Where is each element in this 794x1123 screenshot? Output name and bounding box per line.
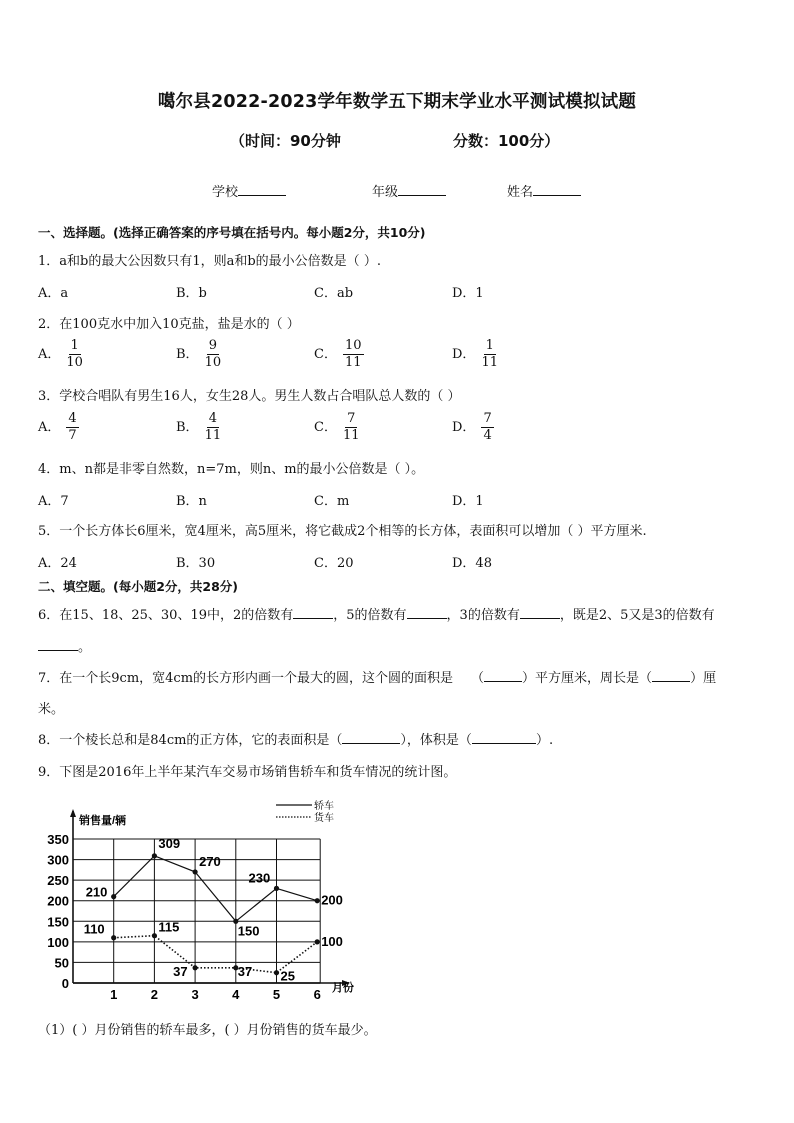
q1-option-b[interactable]: B．b	[176, 286, 207, 301]
q4-text: 4．m、n都是非零自然数，n=7m，则n、m的最小公倍数是（ ）。	[38, 462, 425, 477]
car-data-point	[193, 869, 198, 874]
q2-option-d[interactable]	[452, 338, 498, 371]
car-data-point	[315, 898, 320, 903]
q6-line2	[38, 636, 91, 655]
numerator: 10	[344, 338, 362, 353]
fraction	[66, 338, 83, 371]
q6-text-a: 6．在15、18、25、30、19中，2的倍数有	[38, 608, 294, 623]
fraction	[343, 338, 364, 371]
car-data-label: 150	[237, 923, 260, 939]
denominator: 7	[68, 428, 77, 443]
q8-text	[38, 729, 553, 748]
truck-data-label: 37	[173, 963, 188, 979]
numerator: 1	[485, 338, 494, 353]
option-label: D．	[452, 420, 476, 435]
truck-data-label: 115	[158, 919, 180, 935]
q3-option-c[interactable]	[314, 411, 360, 444]
car-data-label: 270	[199, 853, 221, 869]
denominator: 4	[483, 428, 492, 443]
sales-line-chart	[30, 795, 370, 1005]
q2-option-b[interactable]	[176, 338, 221, 371]
denominator: 11	[344, 355, 362, 370]
q7-text-d: ）厘	[690, 671, 717, 686]
option-label: D．	[452, 347, 476, 362]
numerator: 9	[208, 338, 217, 353]
q3-option-b[interactable]	[176, 411, 221, 444]
q7-text-c: ）平方厘米，周长是（	[522, 671, 653, 686]
q5-option-a[interactable]: A．24	[38, 556, 77, 571]
truck-data-label: 110	[83, 921, 105, 937]
car-data-label: 210	[85, 884, 108, 900]
q6-text-c: ，3的倍数有	[446, 608, 520, 623]
numerator: 7	[347, 411, 356, 426]
x-tick-label: 2	[150, 987, 159, 1002]
q7-blank-2[interactable]	[652, 668, 690, 682]
q2-option-c[interactable]	[314, 338, 364, 371]
y-tick-label: 0	[61, 976, 69, 991]
y-tick-label: 300	[47, 852, 69, 868]
y-tick-label: 200	[47, 893, 69, 909]
q1-text: 1．a和b的最大公因数只有1，则a和b的最小公倍数是（ ）.	[38, 254, 381, 269]
car-data-label: 200	[321, 892, 343, 908]
truck-data-label: 100	[321, 933, 343, 949]
truck-data-point	[152, 933, 157, 938]
q6-blank-2[interactable]	[407, 605, 447, 619]
fraction	[205, 411, 222, 444]
x-tick-label: 5	[272, 987, 281, 1002]
q7-text-a: 7．在一个长9cm，宽4cm的长方形内画一个最大的圆，这个圆的面积是	[38, 671, 454, 686]
option-label: B．	[176, 420, 199, 435]
school-field[interactable]	[212, 181, 286, 200]
legend-label-car: 轿车	[314, 801, 334, 812]
y-axis-label: 销售量/辆	[79, 815, 127, 827]
option-label: C．	[314, 420, 337, 435]
y-tick-label: 250	[47, 873, 69, 889]
q6-blank-1[interactable]	[293, 605, 333, 619]
q2-text: 2．在100克水中加入10克盐，盐是水的（ ）	[38, 317, 300, 332]
q6-text-b: ，5的倍数有	[333, 608, 407, 623]
option-label: A．	[38, 420, 61, 435]
truck-data-point	[274, 970, 279, 975]
q8-blank-2[interactable]	[472, 730, 536, 744]
school-label: 学校	[212, 185, 239, 200]
fraction	[343, 411, 360, 444]
q7-line1	[38, 667, 716, 686]
fraction	[66, 411, 78, 444]
q5-text: 5．一个长方体长6厘米，宽4厘米，高5厘米，将它截成2个相等的长方体，表面积可以增加（ ）平方厘米.	[38, 524, 647, 539]
q4-option-a[interactable]: A．7	[38, 494, 69, 509]
truck-data-point	[193, 965, 198, 970]
q8-blank-1[interactable]	[342, 730, 400, 744]
section1-title: 一、选择题。(选择正确答案的序号填在括号内。每小题2分，共10分)	[38, 225, 426, 240]
q4-option-d[interactable]: D．1	[452, 494, 484, 509]
school-blank[interactable]	[238, 183, 286, 196]
fraction	[481, 411, 493, 444]
denominator: 10	[204, 355, 222, 370]
y-tick-label: 50	[54, 955, 69, 971]
q1-option-a[interactable]: A．a	[38, 286, 69, 301]
truck-data-point	[111, 935, 116, 940]
q1-option-c[interactable]: C．ab	[314, 286, 354, 301]
y-axis-arrow	[70, 809, 76, 817]
name-field[interactable]	[507, 181, 581, 200]
x-tick-label: 6	[313, 987, 321, 1002]
option-label: B．	[176, 347, 199, 362]
car-data-point	[274, 886, 279, 891]
name-blank[interactable]	[533, 183, 581, 196]
x-tick-label: 4	[232, 987, 240, 1002]
q6-text-e: 。	[78, 640, 92, 655]
series-line-truck	[114, 936, 318, 973]
section2-title: 二、填空题。(每小题2分，共28分)	[38, 579, 239, 594]
y-tick-label: 100	[47, 934, 69, 950]
grade-label: 年级	[372, 185, 399, 200]
legend-label-truck: 货车	[314, 813, 334, 824]
numerator: 4	[208, 411, 217, 426]
x-tick-label: 1	[110, 987, 118, 1002]
q4-option-c[interactable]: C．m	[314, 494, 350, 509]
page-title: 噶尔县2022-2023学年数学五下期末学业水平测试模拟试题	[157, 92, 637, 112]
q3-text: 3．学校合唱队有男生16人，女生28人。男生人数占合唱队总人数的（ ）	[38, 389, 461, 404]
option-label: A．	[38, 347, 61, 362]
q6-line1	[38, 604, 715, 623]
q3-option-d[interactable]	[452, 411, 494, 444]
name-label: 姓名	[507, 185, 534, 200]
fraction	[481, 338, 498, 371]
q8-text-c: ）.	[535, 733, 554, 748]
q7-blank-1[interactable]	[484, 668, 522, 682]
car-data-label: 309	[158, 835, 181, 851]
q9-sub1-text: （1）( ）月份销售的轿车最多，( ）月份销售的货车最少。	[38, 1023, 377, 1038]
x-axis-label: 月份	[332, 982, 354, 994]
q7-text-b: （	[471, 671, 485, 686]
q1-option-d[interactable]: D．1	[452, 286, 484, 301]
q3-option-a[interactable]	[38, 411, 79, 444]
numerator: 7	[483, 411, 492, 426]
y-tick-label: 350	[47, 832, 69, 847]
truck-data-label: 25	[280, 968, 295, 984]
exam-score: 分数：100分）	[453, 132, 560, 150]
denominator: 10	[66, 355, 83, 370]
denominator: 11	[204, 428, 222, 443]
q6-blank-3[interactable]	[520, 605, 560, 619]
grade-field[interactable]	[372, 181, 446, 200]
q6-text-d: ，既是2、5又是3的倍数有	[559, 608, 715, 623]
fraction	[205, 338, 222, 371]
car-data-label: 230	[248, 870, 271, 886]
numerator: 1	[70, 338, 79, 353]
car-data-point	[152, 853, 157, 858]
q5-option-b[interactable]: B．30	[176, 556, 216, 571]
option-label: C．	[314, 347, 337, 362]
truck-data-label: 37	[237, 963, 253, 979]
car-data-point	[111, 894, 116, 899]
x-tick-label: 3	[191, 987, 199, 1002]
q7-line2: 米。	[38, 702, 65, 717]
q9-text: 9．下图是2016年上半年某汽车交易市场销售轿车和货车情况的统计图。	[38, 765, 457, 780]
q5-option-d[interactable]: D．48	[452, 556, 492, 571]
q5-option-c[interactable]: C．20	[314, 556, 354, 571]
truck-data-point	[315, 939, 320, 944]
q8-text-b: ），体积是（	[400, 733, 472, 748]
denominator: 11	[342, 428, 360, 443]
numerator: 4	[68, 411, 77, 426]
q4-option-b[interactable]: B．n	[176, 494, 207, 509]
denominator: 11	[481, 355, 498, 370]
q8-text-a: 8．一个棱长总和是84cm的正方体，它的表面积是（	[38, 733, 343, 748]
grade-blank[interactable]	[398, 183, 446, 196]
q6-blank-4[interactable]	[38, 637, 78, 651]
exam-time: （时间：90分钟	[230, 132, 341, 150]
y-tick-label: 150	[47, 914, 69, 930]
q2-option-a[interactable]	[38, 338, 83, 371]
